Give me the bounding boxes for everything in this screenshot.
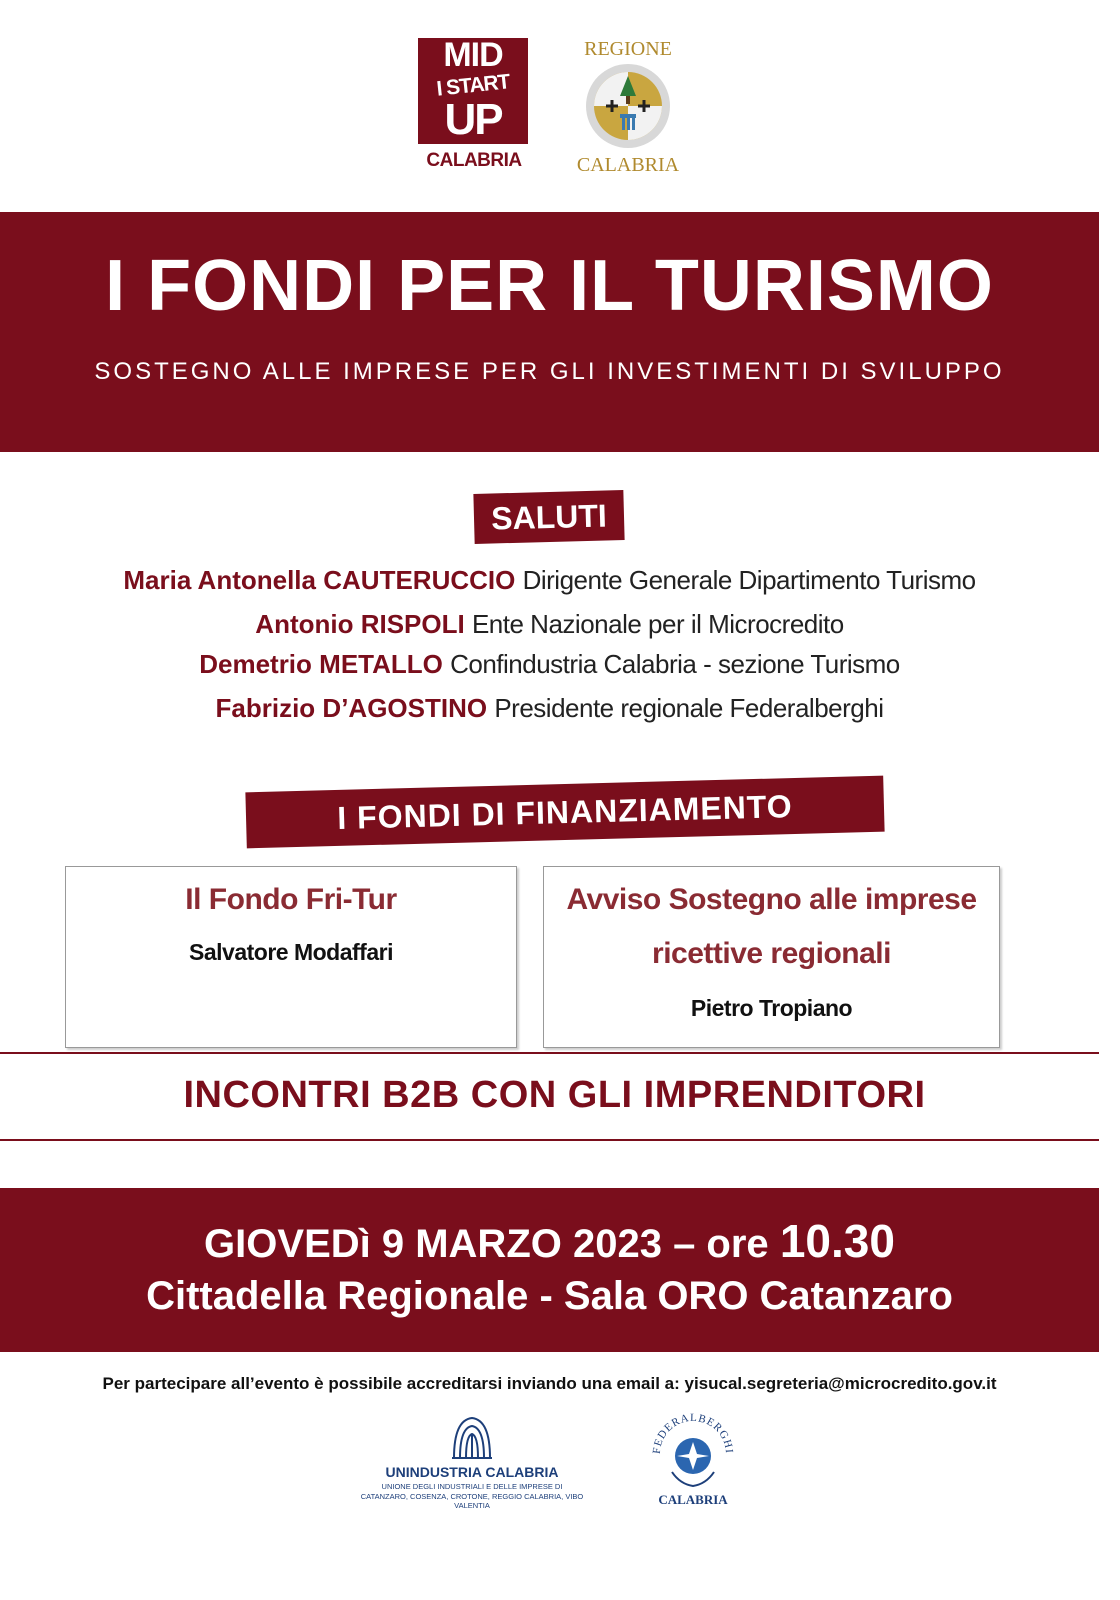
regione-label: REGIONE <box>584 38 672 60</box>
speaker-line <box>0 650 1099 679</box>
regione-emblem-icon <box>584 62 672 150</box>
speaker-role: Ente Nazionale per il Microcredito <box>471 609 844 639</box>
event-date-line <box>0 1214 1099 1268</box>
divider <box>0 1139 1099 1141</box>
title-banner <box>0 212 1099 452</box>
federalberghi-region: CALABRIA <box>658 1492 728 1507</box>
mid-startup-calabria-logo <box>418 38 530 180</box>
b2b-heading: INCONTRI B2B CON GLI IMPRENDITORI <box>183 1074 926 1116</box>
saluti-label: SALUTI <box>473 490 624 544</box>
divider <box>0 1052 1099 1054</box>
unindustria-name: UNINDUSTRIA CALABRIA <box>385 1464 559 1480</box>
speaker-first-name: Maria Antonella <box>123 565 316 595</box>
regione-calabria-logo <box>566 34 690 182</box>
speaker-last-name: CAUTERUCCIO <box>323 565 516 595</box>
federalberghi-calabria-logo <box>650 1410 736 1510</box>
speaker-first-name: Antonio <box>255 609 354 639</box>
speaker-role: Dirigente Generale Dipartimento Turismo <box>522 565 976 595</box>
unindustria-calabria-logo <box>352 1414 592 1510</box>
speaker-last-name: RISPOLI <box>360 609 465 639</box>
page-subtitle: SOSTEGNO ALLE IMPRESE PER GLI INVESTIMENTI DI SVILUPPO <box>94 358 1005 385</box>
speaker-role: Presidente regionale Federalberghi <box>494 693 884 723</box>
event-place: Cittadella Regionale - Sala ORO Catanzaro <box>146 1274 953 1318</box>
unindustria-emblem-icon <box>450 1414 494 1460</box>
fund-card-avviso <box>543 866 1000 1048</box>
speaker-line <box>0 694 1099 723</box>
event-banner <box>0 1188 1099 1352</box>
logo-word-up: UP <box>444 95 502 144</box>
event-date: GIOVEDì 9 MARZO 2023 – ore <box>204 1222 769 1266</box>
card-speaker: Salvatore Modaffari <box>189 939 393 965</box>
speaker-last-name: METALLO <box>319 649 443 679</box>
speaker-line <box>0 610 1099 639</box>
federalberghi-emblem-icon <box>650 1410 736 1490</box>
card-title-line2: ricettive regionali <box>652 937 891 970</box>
speaker-first-name: Fabrizio <box>215 693 316 723</box>
page-title: I FONDI PER IL TURISMO <box>105 246 994 326</box>
federalberghi-arc-text: FEDERALBERGHI <box>650 1411 736 1455</box>
logo-word-calabria: CALABRIA <box>426 150 522 171</box>
logo-word-mid: MID <box>443 36 503 74</box>
speaker-last-name: D’AGOSTINO <box>322 693 488 723</box>
speaker-line <box>0 566 1099 595</box>
fund-card-fri-tur <box>65 866 517 1048</box>
speaker-role: Confindustria Calabria - sezione Turismo <box>450 649 900 679</box>
card-title: Avviso Sostegno alle imprese <box>566 883 977 916</box>
card-speaker: Pietro Tropiano <box>690 995 853 1021</box>
card-title: Il Fondo Fri-Tur <box>185 883 397 916</box>
registration-note: Per partecipare all’evento è possibile accreditarsi inviando una email a: yisucal.segreteria@microcredito.gov.it <box>102 1374 997 1393</box>
logo-word-i-start: I START <box>435 70 511 101</box>
calabria-label: CALABRIA <box>576 154 680 176</box>
unindustria-provinces: CATANZARO, COSENZA, CROTONE, REGGIO CALABRIA, VIBO VALENTIA <box>360 1492 584 1510</box>
fondi-label: I FONDI DI FINANZIAMENTO <box>245 776 884 849</box>
event-time: 10.30 <box>779 1215 895 1267</box>
unindustria-desc: UNIONE DEGLI INDUSTRIALI E DELLE IMPRESE DI <box>381 1482 563 1491</box>
speaker-first-name: Demetrio <box>199 649 312 679</box>
